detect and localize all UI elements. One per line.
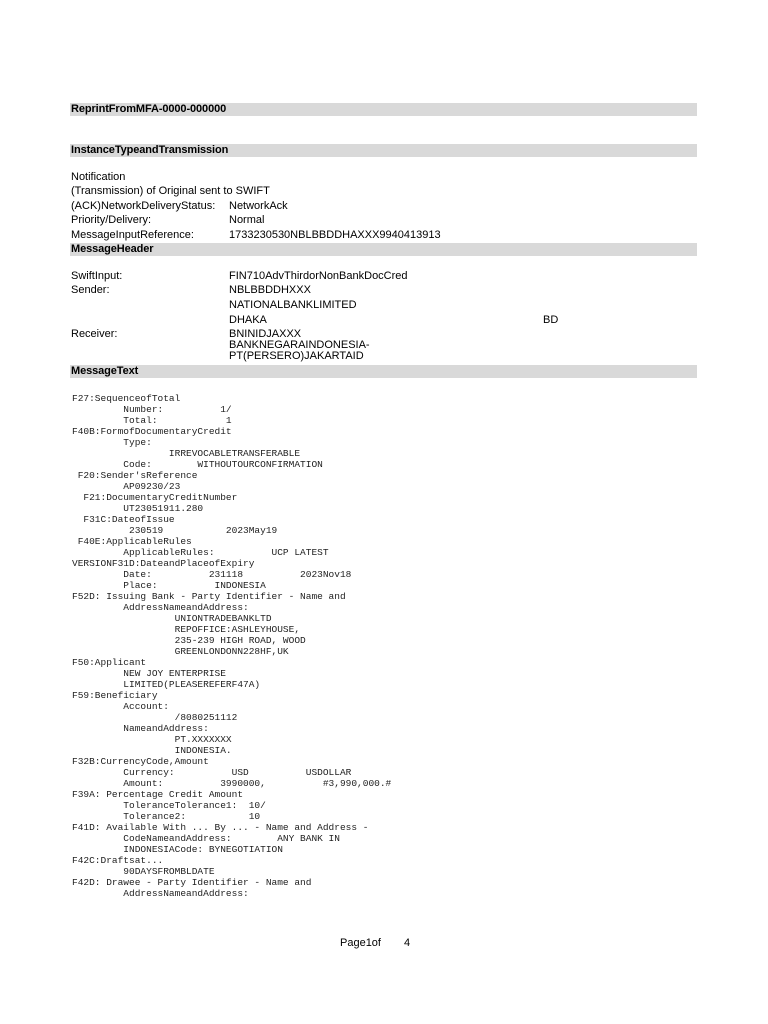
message-line: PT.XXXXXXX: [72, 734, 232, 745]
message-line: F50:Applicant: [72, 657, 147, 668]
message-line: F40B:FormofDocumentaryCredit: [72, 426, 232, 437]
sender-name: NATIONALBANKLIMITED: [229, 299, 357, 311]
receiver-name-line2: PT(PERSERO)JAKARTAID: [229, 350, 364, 362]
message-line: UNIONTRADEBANKLTD: [72, 613, 272, 624]
message-line: Total: 1: [72, 415, 232, 426]
message-line: F32B:CurrencyCode,Amount: [72, 756, 209, 767]
message-line: Date: 231118 2023Nov18: [72, 569, 352, 580]
message-line: INDONESIACode: BYNEGOTIATION: [72, 844, 283, 855]
message-line: INDONESIA.: [72, 745, 232, 756]
receiver-bic: BNINIDJAXXX: [229, 328, 302, 340]
message-line: 90DAYSFROMBLDATE: [72, 866, 215, 877]
message-line: ApplicableRules: UCP LATEST: [72, 547, 329, 558]
receiver-name-line1: BANKNEGARAINDONESIA-: [229, 339, 370, 351]
message-line: F59:Beneficiary: [72, 690, 158, 701]
message-line: REPOFFICE:ASHLEYHOUSE,: [72, 624, 301, 635]
message-line: Tolerance2: 10: [72, 811, 261, 822]
mir-label: MessageInputReference:: [71, 229, 194, 241]
message-line: 230519 2023May19: [72, 525, 278, 536]
message-line: IRREVOCABLETRANSFERABLE: [72, 448, 301, 459]
section-instance-type: InstanceTypeandTransmission: [70, 144, 697, 157]
status-label: (ACK)NetworkDeliveryStatus:: [71, 200, 216, 212]
sender-city: DHAKA: [229, 314, 267, 326]
message-line: AP09230/23: [72, 481, 181, 492]
sender-label: Sender:: [71, 284, 110, 296]
message-line: 235-239 HIGH ROAD, WOOD: [72, 635, 306, 646]
notification-label: Notification: [71, 171, 126, 183]
message-line: F42C:Draftsat...: [72, 855, 164, 866]
message-line: Amount: 3990000, #3,990,000.#: [72, 778, 392, 789]
message-line: LIMITED(PLEASEREFERF47A): [72, 679, 261, 690]
section-message-text: MessageText: [70, 365, 697, 378]
section-message-header: MessageHeader: [70, 243, 697, 256]
message-line: F31C:DateofIssue: [72, 514, 175, 525]
message-line: Account:: [72, 701, 169, 712]
message-line: VERSIONF31D:DateandPlaceofExpiry: [72, 558, 255, 569]
message-line: F42D: Drawee - Party Identifier - Name and: [72, 877, 312, 888]
transmission-label: (Transmission) of Original sent to SWIFT: [71, 185, 270, 197]
message-line: GREENLONDONN228HF,UK: [72, 646, 289, 657]
receiver-label: Receiver:: [71, 328, 118, 340]
message-line: NameandAddress:: [72, 723, 209, 734]
message-line: CodeNameandAddress: ANY BANK IN: [72, 833, 340, 844]
message-line: AddressNameandAddress:: [72, 602, 249, 613]
message-line: F40E:ApplicableRules: [72, 536, 192, 547]
page-total: 4: [404, 937, 411, 949]
message-line: Number: 1/: [72, 404, 232, 415]
message-line: F20:Sender'sReference: [72, 470, 198, 481]
message-line: AddressNameandAddress:: [72, 888, 249, 899]
status-value: NetworkAck: [229, 200, 288, 212]
sender-country: BD: [543, 314, 559, 326]
sender-bic: NBLBBDDHXXX: [229, 284, 311, 296]
message-line: Currency: USD USDOLLAR: [72, 767, 352, 778]
message-line: F52D: Issuing Bank - Party Identifier - Name and: [72, 591, 346, 602]
swift-input-label: SwiftInput:: [71, 270, 123, 282]
message-line: UT23051911.280: [72, 503, 204, 514]
message-line: Type:: [72, 437, 152, 448]
message-line: F27:SequenceofTotal: [72, 393, 181, 404]
message-line: Place: INDONESIA: [72, 580, 266, 591]
message-text-body: [72, 393, 391, 899]
priority-label: Priority/Delivery:: [71, 214, 152, 226]
message-line: F41D: Available With ... By ... - Name and Address -: [72, 822, 369, 833]
message-line: F39A: Percentage Credit Amount: [72, 789, 244, 800]
message-line: /8080251112: [72, 712, 238, 723]
message-line: ToleranceTolerance1: 10/: [72, 800, 266, 811]
message-line: NEW JOY ENTERPRISE: [72, 668, 226, 679]
swift-input-value: FIN710AdvThirdorNonBankDocCred: [229, 270, 408, 282]
section-reprint: ReprintFromMFA-0000-000000: [70, 103, 697, 116]
message-line: F21:DocumentaryCreditNumber: [72, 492, 238, 503]
page-label: Page1of: [340, 937, 381, 949]
mir-value: 1733230530NBLBBDDHAXXX9940413913: [229, 229, 441, 241]
priority-value: Normal: [229, 214, 265, 226]
message-line: Code: WITHOUTOURCONFIRMATION: [72, 459, 323, 470]
